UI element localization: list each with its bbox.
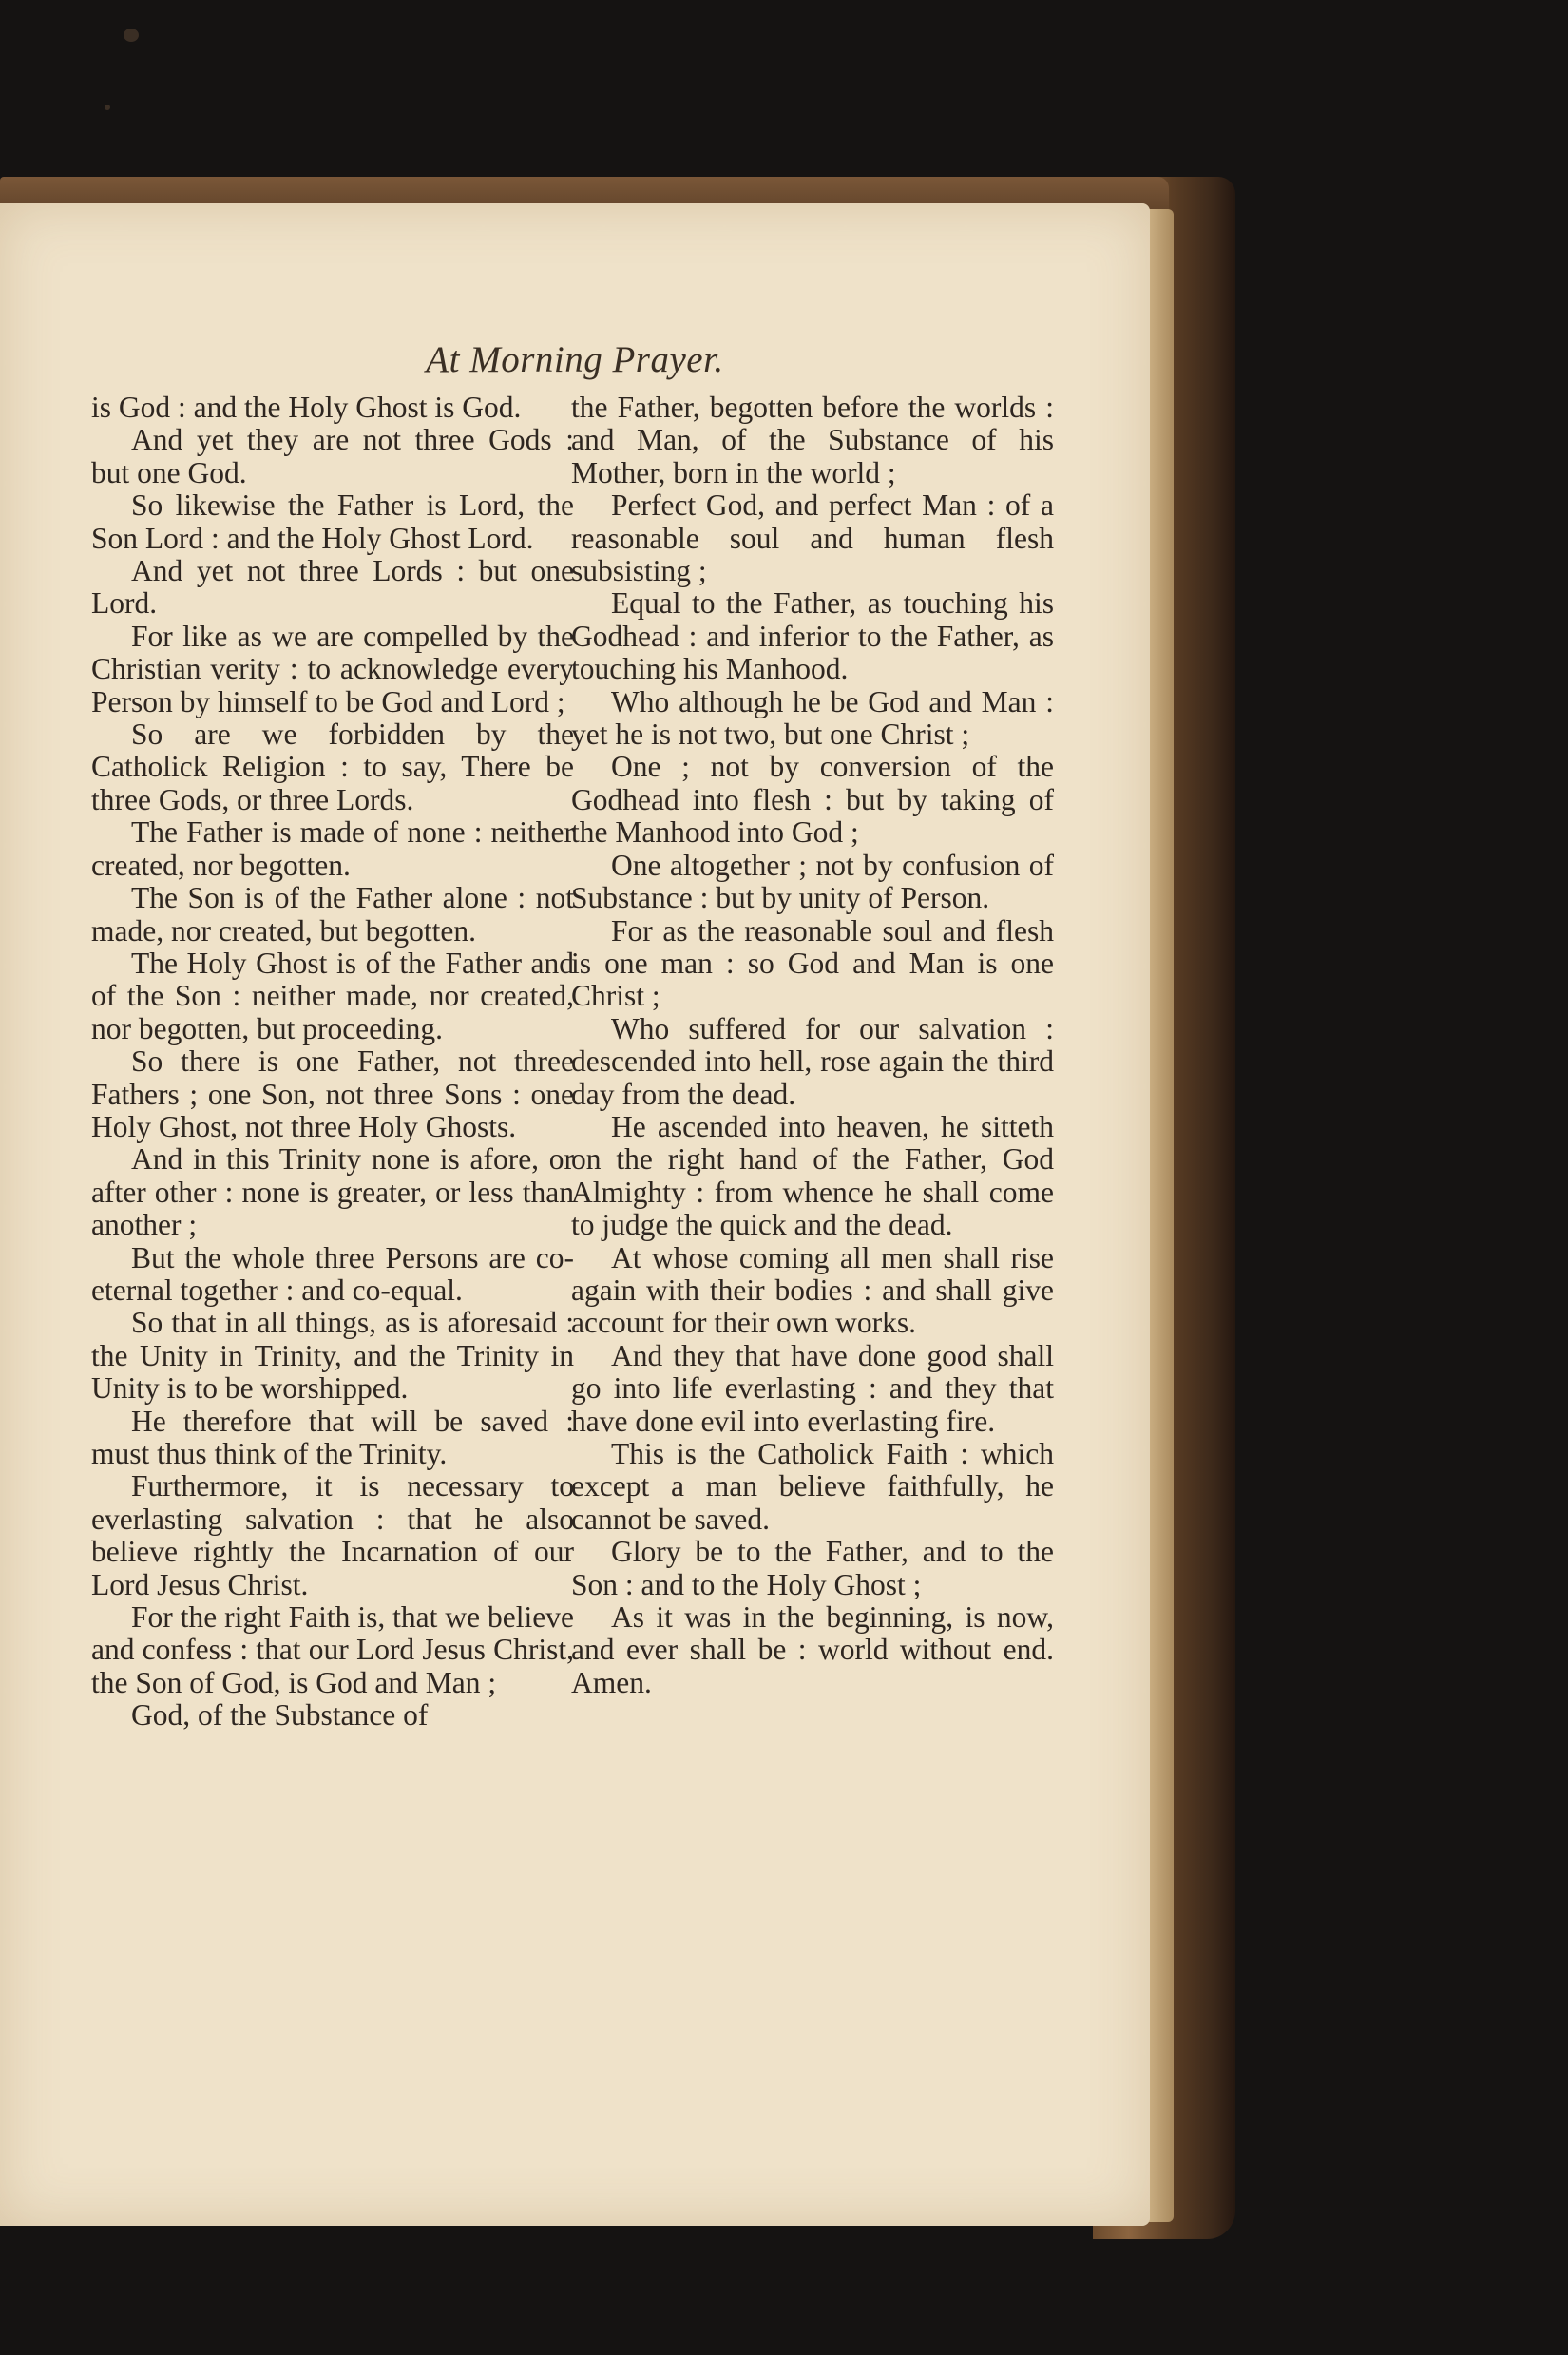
verse-paragraph: Furthermore, it is necessary to everlasting salvation : that he also believe rightly the Incarnation of our Lord Jesus Christ.	[91, 1469, 574, 1601]
verse-paragraph: He ascended into heaven, he sitteth on the right hand of the Father, God Almighty : from whence he shall come to judge the quick and the dead.	[571, 1109, 1054, 1242]
verse-paragraph: One ; not by conversion of the Godhead into flesh : but by taking of the Manhood into God ;	[571, 750, 1054, 850]
verse-paragraph: This is the Catholick Faith : which except a man believe faithfully, he cannot be saved.	[571, 1437, 1054, 1536]
verse-paragraph: God, of the Substance of	[131, 1698, 429, 1733]
verse-paragraph: And yet they are not three Gods : but one God.	[91, 423, 574, 489]
verse-paragraph: At whose coming all men shall rise again with their bodies : and shall give account for their own works.	[571, 1240, 1054, 1340]
verse-paragraph: The Son is of the Father alone : not made, nor created, but begotten.	[91, 881, 574, 948]
surface-speck	[105, 105, 110, 110]
surface-speck	[124, 29, 139, 42]
verse-paragraph: He therefore that will be saved : must thus think of the Trinity.	[91, 1404, 574, 1470]
verse-paragraph: And in this Trinity none is afore, or after other : none is greater, or less than another ;	[91, 1142, 574, 1242]
verse-paragraph: Who suffered for our salvation : descended into hell, rose again the third day from the dead.	[571, 1011, 1054, 1111]
verse-paragraph: And yet not three Lords : but one Lord.	[91, 554, 574, 621]
verse-paragraph: the Father, begotten before the worlds : and Man, of the Substance of his Mother, born in the world ;	[571, 391, 1054, 489]
verse-paragraph: But the whole three Persons are co-eternal together : and co-equal.	[91, 1240, 574, 1307]
verse-paragraph: Perfect God, and perfect Man : of a reasonable soul and human flesh subsisting ;	[571, 488, 1054, 588]
verse-paragraph: So are we forbidden by the Catholick Religion : to say, There be three Gods, or three Lords.	[91, 718, 574, 816]
verse-paragraph: Glory be to the Father, and to the Son : and to the Holy Ghost ;	[571, 1535, 1054, 1601]
book-page	[0, 203, 1150, 2226]
verse-paragraph: So likewise the Father is Lord, the Son Lord : and the Holy Ghost Lord.	[91, 488, 574, 555]
text-column-left	[91, 392, 574, 1733]
verse-paragraph: For the right Faith is, that we believe and confess : that our Lord Jesus Christ, the Son of God, is God and Man ;	[91, 1600, 574, 1699]
verse-paragraph: For like as we are compelled by the Christian verity : to acknowledge every Person by himself to be God and Lord ;	[91, 619, 574, 718]
verse-paragraph: For as the reasonable soul and flesh is one man : so God and Man is one Christ ;	[571, 913, 1054, 1013]
text-column-right	[571, 392, 1054, 1699]
verse-paragraph: So that in all things, as is aforesaid : the Unity in Trinity, and the Trinity in Unity is to be worshipped.	[91, 1306, 574, 1406]
verse-paragraph: Who although he be God and Man : yet he is not two, but one Christ ;	[571, 684, 1054, 752]
verse-paragraph: is God : and the Holy Ghost is God.	[91, 391, 522, 424]
verse-paragraph: As it was in the beginning, is now, and ever shall be : world without end. Amen.	[571, 1600, 1054, 1699]
verse-paragraph: One altogether ; not by confusion of Substance : but by unity of Person.	[571, 848, 1054, 915]
verse-paragraph: Equal to the Father, as touching his Godhead : and inferior to the Father, as touching his Manhood.	[571, 586, 1054, 686]
running-head: At Morning Prayer.	[426, 339, 724, 380]
verse-paragraph: The Holy Ghost is of the Father and of the Son : neither made, nor created, nor begotten, but proceeding.	[91, 946, 574, 1045]
verse-paragraph: The Father is made of none : neither created, nor begotten.	[91, 815, 574, 882]
verse-paragraph: So there is one Father, not three Fathers ; one Son, not three Sons : one Holy Ghost, not three Holy Ghosts.	[91, 1044, 574, 1143]
verse-paragraph: And they that have done good shall go into life everlasting : and they that have done evil into everlasting fire.	[571, 1338, 1054, 1438]
